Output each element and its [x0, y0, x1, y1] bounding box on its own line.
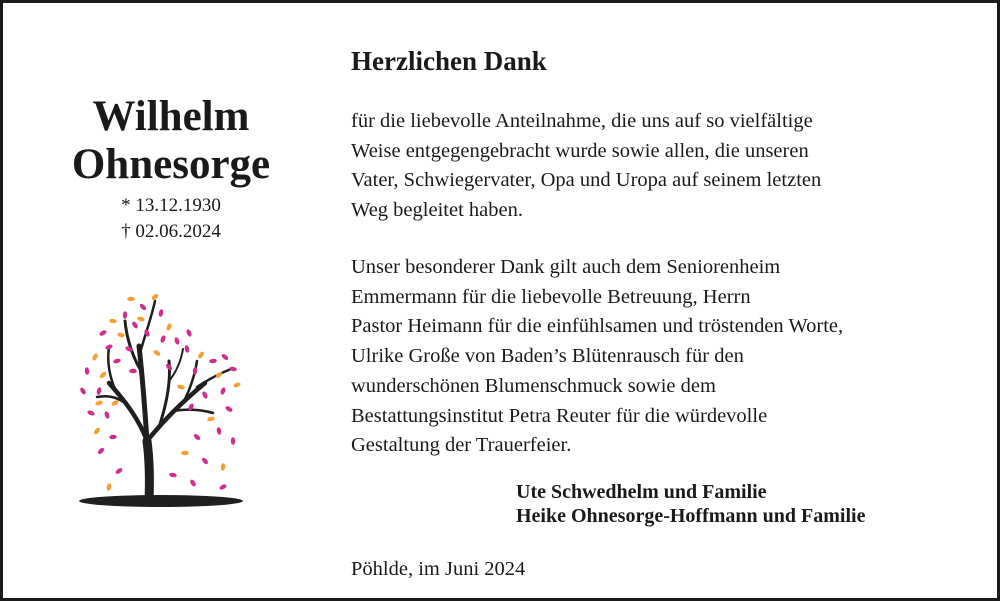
deceased-first-name: Wilhelm	[92, 93, 250, 140]
leaf	[181, 451, 189, 456]
leaf	[85, 367, 90, 375]
text-line: Weise entgegengebracht wurde sowie allen, die unseren	[351, 139, 809, 162]
leaf	[220, 387, 227, 396]
leaf	[160, 335, 167, 344]
leaf	[174, 337, 181, 346]
heading: Herzlichen Dank	[351, 46, 547, 76]
leaf	[219, 483, 228, 491]
leaf	[91, 353, 98, 362]
leaf	[229, 366, 237, 372]
leaf	[221, 353, 230, 361]
leaf	[109, 318, 117, 323]
leaf	[129, 369, 137, 374]
leaf	[97, 447, 105, 455]
leaf	[104, 411, 111, 420]
signature-2: Heike Ohnesorge-Hoffmann und Familie	[516, 505, 866, 527]
leaf	[193, 433, 202, 441]
leaf	[233, 382, 242, 389]
text-line: Pastor Heimann für die einfühlsamen und tröstenden Worte,	[351, 315, 844, 338]
leaf	[197, 351, 205, 360]
leaf	[166, 323, 173, 332]
leaf	[79, 387, 87, 396]
leaf	[216, 427, 222, 435]
leaf	[96, 387, 102, 395]
leaf	[184, 345, 190, 353]
leaf	[153, 349, 162, 357]
leaf	[158, 309, 164, 317]
leaf	[139, 303, 147, 312]
leaf	[99, 371, 107, 380]
leaf	[106, 483, 112, 491]
leaf	[207, 416, 215, 422]
text-line: Gestaltung der Trauerfeier.	[351, 434, 572, 457]
birth-date: * 13.12.1930	[121, 195, 221, 216]
leaf	[201, 391, 208, 400]
leaf	[131, 321, 139, 330]
text-line: für die liebevolle Anteilnahme, die uns auf so vielfältige	[351, 110, 813, 132]
text-line: Vater, Schwiegervater, Opa und Uropa auf seinem letzten	[351, 169, 822, 192]
leaf	[177, 384, 186, 390]
leaf	[117, 332, 126, 338]
text-line: wunderschönen Blumenschmuck sowie dem	[351, 374, 716, 397]
death-date: † 02.06.2024	[121, 221, 221, 242]
leaf	[115, 467, 124, 475]
leaf	[111, 399, 120, 407]
text-line: Emmermann für die liebevolle Betreuung, Herrn	[351, 285, 751, 308]
leaf	[87, 409, 96, 416]
text-line: Ulrike Große von Baden’s Blütenrausch für den	[351, 345, 744, 368]
leaf	[169, 472, 177, 478]
text-line: Unser besonderer Dank gilt auch dem Seniorenheim	[351, 256, 781, 278]
leaf	[220, 463, 225, 471]
leaf	[113, 358, 121, 364]
leaf	[137, 316, 146, 323]
paragraph-special-thanks	[351, 253, 971, 461]
leaf	[201, 457, 209, 466]
leaf	[185, 329, 192, 338]
text-line: Weg begleitet haben.	[351, 199, 523, 222]
leaf	[209, 358, 217, 363]
paragraph-thanks	[351, 107, 971, 226]
leaf	[99, 329, 108, 337]
leaf	[225, 405, 234, 413]
leaf	[109, 434, 117, 439]
autumn-tree-icon	[73, 291, 248, 513]
leaf	[93, 427, 101, 436]
leaf	[231, 437, 236, 445]
deceased-last-name: Ohnesorge	[71, 141, 271, 188]
leaf	[127, 297, 135, 301]
signature-1: Ute Schwedhelm und Familie	[516, 481, 767, 503]
text-line: Bestattungsinstitut Petra Reuter für die würdevolle	[351, 404, 768, 427]
leaf	[95, 400, 104, 407]
leaf	[189, 479, 197, 488]
place-date: Pöhlde, im Juni 2024	[351, 558, 526, 580]
leaf	[123, 311, 128, 319]
